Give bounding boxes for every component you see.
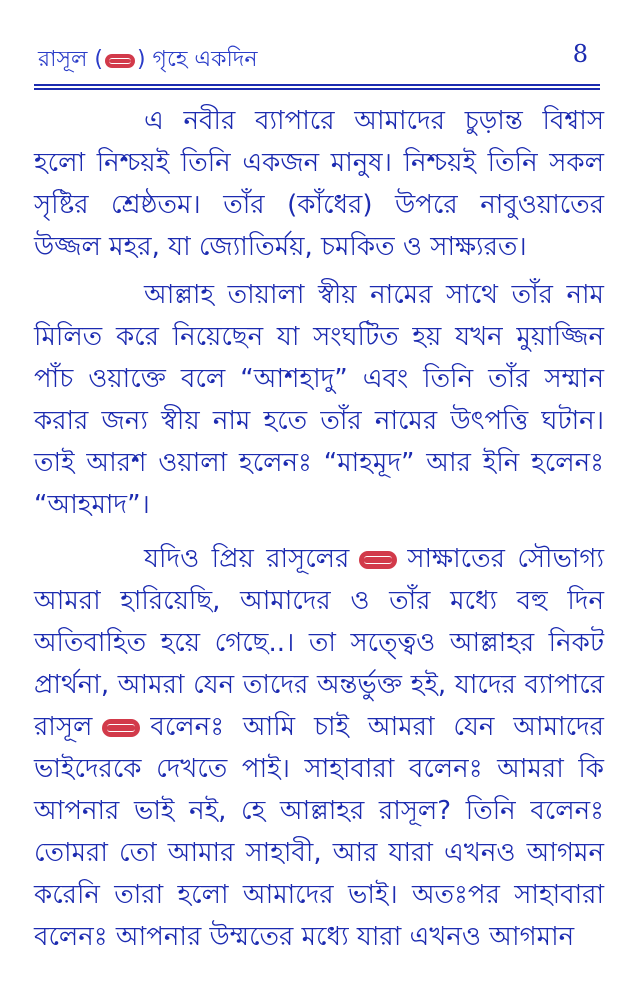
header-double-rule <box>34 84 600 90</box>
calligraphy-seal-icon <box>105 54 135 68</box>
calligraphy-seal-icon <box>102 719 140 737</box>
page-header <box>38 36 598 82</box>
calligraphy-seal-icon <box>359 551 397 569</box>
paragraph-3 <box>34 538 604 958</box>
body-text <box>34 100 604 966</box>
paragraph-3-part-1: যদিও প্রিয় রাসূলের <box>144 544 350 574</box>
page-number: 8 <box>572 40 588 68</box>
paragraph-2: আল্লাহ তায়ালা স্বীয় নামের সাথে তাঁর নাম মিলিত করে নিয়েছেন যা সংঘটিত হয় যখন মুয়াজ্জিন পাঁচ ওয়াক্তে বলে “আশহাদু” এবং তিনি তাঁর সম্মান করার জন্য স্বীয় নাম হতে তাঁর নামের উৎপত্তি ঘটান। তাই আরশ ওয়ালা হলেনঃ “মাহমূদ” আর ইনি হলেনঃ “আহমাদ”। <box>34 280 604 520</box>
paragraph-3-part-2: সাক্ষাতের সৌভাগ্য আমরা হারিয়েছি, আমাদের ও তাঁর মধ্যে বহু দিন অতিবাহিত হয়ে গেছে..। তা সত্ত্বেও আল্লাহর নিকট প্রার্থনা, আমরা যেন তাদের অন্তর্ভুক্ত হই, যাদের ব্যাপারে রাসূল <box>34 544 604 742</box>
running-title-end: ) গৃহে একদিন <box>136 47 258 72</box>
paragraph-3-part-3: বলেনঃ আমি চাই আমরা যেন আমাদের ভাইদেরকে দেখতে পাই। সাহাবারা বলেনঃ আমরা কি আপনার ভাই নই, হে আল্লাহর রাসূল? তিনি বলেনঃ তোমরা তো আমার সাহাবী, আর যারা এখনও আগমন করেনি তারা হলো আমাদের ভাই। অতঃপর সাহাবারা বলেনঃ আপনার উম্মতের মধ্যে যারা এখনও আগমান <box>34 712 604 952</box>
running-title-start: রাসূল ( <box>38 47 103 72</box>
paragraph-1: এ নবীর ব্যাপারে আমাদের চুড়ান্ত বিশ্বাস হলো নিশ্চয়ই তিনি একজন মানুষ। নিশ্চয়ই তিনি সকল সৃষ্টির শ্রেষ্ঠতম। তাঁর (কাঁধের) উপরে নাবুওয়াতের উজ্জল মহর, যা জ্যোতির্ময়, চমকিত ও সাক্ষ্যরত। <box>34 106 604 262</box>
running-title <box>38 42 257 79</box>
